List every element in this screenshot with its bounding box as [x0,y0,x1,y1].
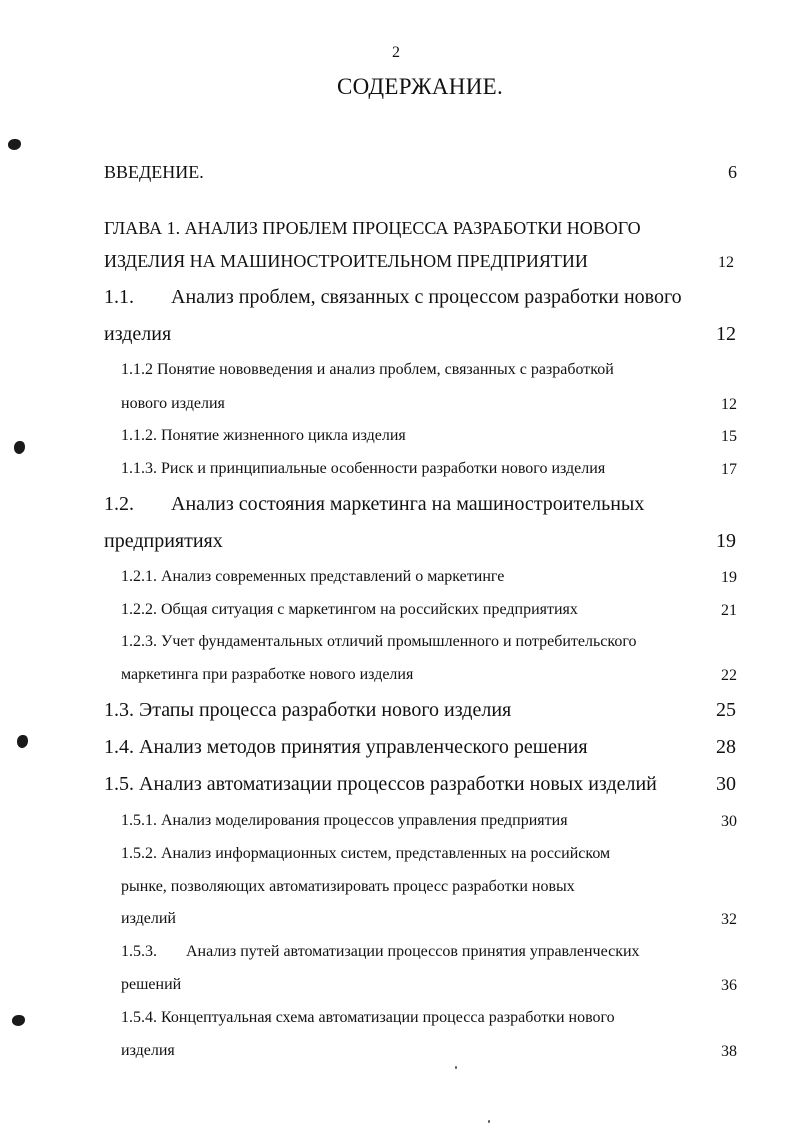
toc-entry-1-2-3-line1: 1.2.3. Учет фундаментальных отличий промышленного и потребительского [121,633,637,650]
toc-entry-1-2-line1: Анализ состояния маркетинга на машиностроительных [171,493,645,515]
toc-entry-1-3[interactable] [104,699,511,722]
toc-entry-1-1-2b-page: 15 [721,428,737,445]
toc-entry-1-5-3-number: 1.5.3. [121,943,157,960]
toc-entry-1-2-line2: предприятиях [104,530,223,552]
toc-entry-1-3-page: 25 [716,699,736,721]
toc-entry-chapter1-page: 12 [718,254,734,271]
toc-entry-1-5[interactable] [104,773,657,796]
toc-entry-1-3-text: 1.3. Этапы процесса разработки нового изделия [104,699,512,721]
toc-entry-1-2-2-page: 21 [721,602,737,619]
toc-entry-1-5-2-line2: рынке, позволяющих автоматизировать процесс разработки новых [121,878,575,895]
toc-entry-chapter1-cont [104,251,588,272]
page-number: 2 [392,44,400,61]
toc-entry-1-5-1-text: 1.5.1. Анализ моделирования процессов управления предприятия [121,812,568,829]
toc-entry-1-5-3-line2: решений [121,976,182,993]
toc-entry-1-1-3[interactable] [121,460,605,478]
toc-entry-1-2-2-text: 1.2.2. Общая ситуация с маркетингом на российских предприятиях [121,601,578,618]
toc-entry-1-1-2a[interactable] [121,361,614,379]
toc-entry-1-5-2[interactable] [121,845,610,863]
toc-entry-1-5-2-cont2 [121,910,176,928]
toc-entry-1-1-2b-text: 1.1.2. Понятие жизненного цикла изделия [121,427,406,444]
toc-entry-1-5-3-line1: Анализ путей автоматизации процессов принятия управленческих [186,943,640,960]
toc-entry-1-5-page: 30 [716,773,736,795]
toc-entry-1-5-1[interactable] [121,812,568,830]
toc-entry-1-1-3-page: 17 [721,461,737,478]
toc-entry-1-2-cont [104,530,223,553]
toc-entry-1-5-4-line2: изделия [121,1042,175,1059]
toc-entry-1-1-page: 12 [716,323,736,345]
toc-entry-chapter1[interactable] [104,218,641,239]
toc-entry-1-1-2b[interactable] [121,427,406,445]
toc-entry-intro[interactable] [104,162,204,183]
toc-entry-1-2-text [171,493,644,516]
toc-entry-1-2-1[interactable] [121,568,504,586]
toc-entry-1-2-page: 19 [716,530,736,552]
toc-entry-1-1-cont [104,323,171,346]
toc-entry-1-5-4-cont [121,1042,175,1060]
toc-entry-1-2-3-cont [121,666,413,684]
toc-entry-1-2-1-page: 19 [721,569,737,586]
toc-entry-1-2-2[interactable] [121,601,578,619]
toc-entry-1-2-3[interactable] [121,633,637,651]
scan-speck-mark [455,1066,457,1069]
toc-entry-1-4-text: 1.4. Анализ методов принятия управленческого решения [104,736,588,758]
toc-entry-1-5-1-page: 30 [721,813,737,830]
toc-entry-1-5-2-line1: 1.5.2. Анализ информационных систем, представленных на российском [121,845,611,862]
toc-entry-1-2-3-page: 22 [721,667,737,684]
toc-title: СОДЕРЖАНИЕ. [336,74,504,99]
toc-entry-1-2[interactable] [104,493,134,516]
toc-entry-1-5-4-line1: 1.5.4. Концептуальная схема автоматизации процесса разработки нового [121,1009,615,1026]
toc-entry-1-5-text: 1.5. Анализ автоматизации процессов разработки новых изделий [104,773,657,795]
toc-entry-1-2-3-line2: маркетинга при разработке нового изделия [121,666,414,683]
toc-entry-1-5-4-page: 38 [721,1043,737,1060]
toc-entry-1-4-page: 28 [716,736,736,758]
toc-entry-1-1-2a-line1: 1.1.2 Понятие нововведения и анализ проблем, связанных с разработкой [121,361,614,378]
toc-entry-1-5-3[interactable] [121,943,157,961]
toc-entry-intro-text: ВВЕДЕНИЕ. [104,162,204,182]
toc-entry-1-1-number: 1.1. [104,286,134,308]
toc-entry-1-5-2-cont [121,878,575,896]
toc-entry-1-2-1-text: 1.2.1. Анализ современных представлений о маркетинге [121,568,505,585]
toc-entry-1-1-2a-page: 12 [721,396,737,413]
toc-entry-1-1-2a-line2: нового изделия [121,395,225,412]
toc-entry-1-1[interactable] [104,286,134,309]
toc-entry-1-5-2-line3: изделий [121,910,176,927]
toc-entry-1-5-4[interactable] [121,1009,615,1027]
toc-entry-1-1-text [171,286,682,309]
toc-entry-1-1-line2: изделия [104,323,172,345]
toc-entry-1-5-2-page: 32 [721,911,737,928]
scan-speck-mark [488,1120,490,1123]
toc-entry-1-2-number: 1.2. [104,493,134,515]
toc-entry-1-5-3-cont [121,976,181,994]
toc-entry-1-5-3-text [186,943,640,961]
toc-entry-1-4[interactable] [104,736,588,759]
toc-entry-chapter1-line2: ИЗДЕЛИЯ НА МАШИНОСТРОИТЕЛЬНОМ ПРЕДПРИЯТИИ [104,251,588,271]
toc-entry-1-1-3-text: 1.1.3. Риск и принципиальные особенности разработки нового изделия [121,460,606,477]
toc-entry-1-1-2a-cont [121,395,225,413]
toc-entry-chapter1-line1: ГЛАВА 1. АНАЛИЗ ПРОБЛЕМ ПРОЦЕССА РАЗРАБОТКИ НОВОГО [104,218,641,238]
toc-entry-1-5-3-page: 36 [721,977,737,994]
toc-entry-1-1-line1: Анализ проблем, связанных с процессом разработки нового [171,286,682,308]
toc-entry-intro-page: 6 [728,162,737,182]
